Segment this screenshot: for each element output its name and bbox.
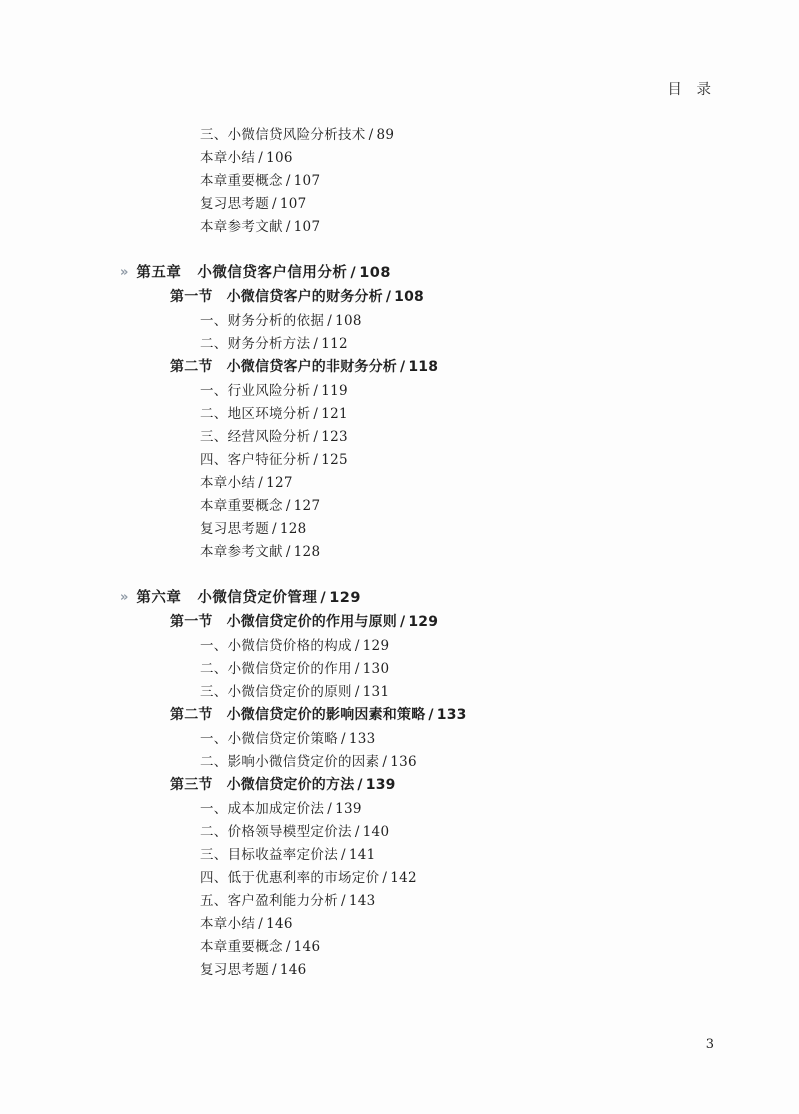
toc-entry-item[interactable]	[120, 425, 720, 445]
toc-section-number: 第三节	[170, 777, 213, 793]
toc-section-number: 第一节	[170, 614, 213, 630]
toc-entry-label: 一、小微信贷价格的构成	[200, 638, 352, 654]
toc-separator: /	[354, 684, 360, 700]
toc-entry-item[interactable]	[120, 727, 720, 747]
toc-entry-page: 108	[335, 313, 362, 329]
toc-entry-item[interactable]	[120, 889, 720, 909]
toc-section-number: 第二节	[170, 707, 213, 723]
toc-entry-page: 125	[321, 452, 348, 468]
toc-entry-label: 本章重要概念	[200, 173, 283, 189]
toc-entry-page: 121	[321, 406, 348, 422]
toc-entry-page: 119	[321, 383, 348, 399]
toc-entry-section[interactable]	[120, 286, 720, 306]
toc-entry-page: 131	[362, 684, 390, 700]
toc-entry-item[interactable]	[120, 750, 720, 770]
toc-section-number: 第一节	[170, 289, 213, 305]
toc-entry-label: 本章重要概念	[200, 498, 283, 514]
toc-entry-page: 128	[293, 544, 321, 560]
toc-entry-label: 本章参考文献	[200, 544, 283, 560]
toc-section-number: 第二节	[170, 359, 213, 375]
toc-chapter-number: 第六章	[136, 590, 182, 606]
toc-entry-label: 二、小微信贷定价的作用	[200, 661, 352, 677]
toc-entry-section[interactable]	[120, 704, 720, 724]
toc-separator: /	[341, 847, 346, 863]
toc-entry-label: 三、小微信贷定价的原则	[200, 684, 352, 700]
toc-separator: /	[354, 661, 360, 677]
toc-separator: /	[258, 916, 264, 932]
toc-entry-label: 本章重要概念	[200, 939, 283, 955]
toc-separator: /	[272, 196, 277, 212]
toc-entry-tail[interactable]	[120, 935, 720, 955]
toc-entry-section[interactable]	[120, 774, 720, 794]
toc-entry-label: 二、地区环境分析	[200, 406, 311, 422]
toc-entry-label: 复习思考题	[200, 962, 269, 978]
toc-separator: /	[400, 359, 406, 375]
toc-entry-page: 123	[321, 429, 348, 445]
toc-separator: /	[428, 707, 434, 723]
toc-entry-section[interactable]	[120, 356, 720, 376]
toc-entry-label: 二、影响小微信贷定价的因素	[200, 754, 380, 770]
toc-entry-label: 复习思考题	[200, 521, 269, 537]
toc-entry-item[interactable]	[120, 309, 720, 329]
toc-entry-item[interactable]	[120, 379, 720, 399]
toc-separator: /	[320, 590, 327, 606]
toc-entry-label: 小微信贷客户的非财务分析	[226, 359, 398, 375]
toc-entry-tail[interactable]	[120, 494, 720, 514]
toc-separator: /	[368, 127, 374, 143]
toc-separator: /	[285, 219, 291, 235]
toc-entry-page: 108	[359, 265, 391, 281]
toc-separator: /	[357, 777, 363, 793]
page-header: 目 录	[667, 82, 716, 98]
toc-separator: /	[258, 475, 264, 491]
toc-entry-label: 一、行业风险分析	[200, 383, 311, 399]
toc-entry-page: 139	[335, 801, 362, 817]
toc-entry-page: 127	[293, 498, 321, 514]
toc-entry-label: 三、经营风险分析	[200, 429, 311, 445]
toc-entry-label: 二、价格领导模型定价法	[200, 824, 352, 840]
toc-entry-page: 140	[362, 824, 390, 840]
toc-entry-page: 118	[408, 359, 439, 375]
toc-separator: /	[385, 289, 392, 305]
toc-separator: /	[258, 150, 264, 166]
toc-entry-page: 107	[293, 219, 321, 235]
toc-entry-page: 133	[348, 731, 376, 747]
toc-entry-label: 复习思考题	[200, 196, 269, 212]
toc-separator: /	[272, 521, 277, 537]
toc-entry-page: 129	[329, 590, 361, 606]
toc-entry-item[interactable]	[120, 843, 720, 863]
toc-entry-page: 128	[279, 521, 307, 537]
toc-entry-label: 五、客户盈利能力分析	[200, 893, 338, 909]
toc-entry-label: 本章小结	[200, 475, 256, 491]
toc-separator: /	[313, 429, 319, 445]
toc-entry-tail[interactable]	[120, 517, 720, 537]
toc-entry-page: 146	[279, 962, 307, 978]
toc-entry-label: 本章参考文献	[200, 219, 283, 235]
toc-entry-item[interactable]	[120, 797, 720, 817]
toc-separator: /	[354, 824, 360, 840]
toc-entry-label: 一、小微信贷定价策略	[200, 731, 338, 747]
toc-entry-item[interactable]	[120, 866, 720, 886]
toc-separator: /	[313, 383, 319, 399]
toc-entry-label: 一、成本加成定价法	[200, 801, 325, 817]
toc-separator: /	[313, 406, 319, 422]
toc-entry-page: 108	[394, 289, 424, 305]
toc-entry-page: 136	[390, 754, 417, 770]
toc-separator: /	[341, 893, 346, 909]
chevron-right-icon: »	[120, 265, 128, 280]
toc-entry-tail[interactable]	[120, 146, 720, 166]
toc-entry-label: 三、目标收益率定价法	[200, 847, 338, 863]
toc-separator: /	[382, 754, 388, 770]
toc-separator: /	[313, 336, 319, 352]
toc-entry-section[interactable]	[120, 611, 720, 631]
toc-entry-page: 146	[293, 939, 321, 955]
toc-entry-label: 小微信贷定价管理	[197, 590, 318, 606]
toc-entry-tail[interactable]	[120, 912, 720, 932]
toc-separator: /	[354, 638, 360, 654]
toc-separator: /	[327, 801, 333, 817]
toc-entry-tail[interactable]	[120, 215, 720, 235]
toc-entry-label: 小微信贷定价的方法	[226, 777, 355, 793]
toc-entry-page: 107	[293, 173, 321, 189]
toc-separator: /	[400, 614, 406, 630]
toc-entry-chapter[interactable]	[120, 261, 720, 282]
toc-entry-tail[interactable]	[120, 169, 720, 189]
toc-entry-label: 小微信贷定价的作用与原则	[226, 614, 398, 630]
toc-entry-item[interactable]	[120, 680, 720, 700]
toc-entry-tail[interactable]	[120, 192, 720, 212]
toc-entry-page: 112	[321, 336, 348, 352]
toc-entry-page: 146	[266, 916, 293, 932]
toc-entry-item[interactable]	[120, 657, 720, 677]
toc-entry-page: 143	[348, 893, 376, 909]
toc-entry-page: 127	[266, 475, 293, 491]
toc-separator: /	[382, 870, 388, 886]
toc-entry-page: 129	[362, 638, 390, 654]
toc-separator: /	[313, 452, 319, 468]
toc-entry-page: 89	[376, 127, 395, 143]
toc-entry-item[interactable]	[120, 820, 720, 840]
toc-entry-label: 一、财务分析的依据	[200, 313, 325, 329]
toc-separator: /	[285, 939, 291, 955]
toc-entry-label: 四、低于优惠利率的市场定价	[200, 870, 380, 886]
toc-entry-label: 三、小微信贷风险分析技术	[200, 127, 366, 143]
toc-entry-item[interactable]	[120, 123, 720, 143]
toc-entry-page: 107	[279, 196, 307, 212]
toc-entry-label: 二、财务分析方法	[200, 336, 311, 352]
toc-entry-page: 142	[390, 870, 417, 886]
toc-entry-page: 106	[266, 150, 293, 166]
toc-entry-item[interactable]	[120, 402, 720, 422]
page-number: 3	[705, 1037, 714, 1052]
toc-entry-page: 130	[362, 661, 390, 677]
toc-entry-label: 本章小结	[200, 916, 256, 932]
toc-entry-label: 小微信贷客户信用分析	[197, 265, 348, 281]
toc-entry-tail[interactable]	[120, 471, 720, 491]
toc-entry-label: 四、客户特征分析	[200, 452, 311, 468]
toc-entry-page: 139	[365, 777, 396, 793]
toc-separator: /	[272, 962, 277, 978]
toc-separator: /	[285, 173, 291, 189]
toc-entry-label: 小微信贷客户的财务分析	[226, 289, 383, 305]
toc-separator: /	[327, 313, 333, 329]
toc-entry-tail[interactable]	[120, 958, 720, 978]
toc-entry-page: 129	[408, 614, 439, 630]
toc-separator: /	[285, 544, 291, 560]
table-of-contents	[120, 120, 720, 981]
toc-entry-item[interactable]	[120, 634, 720, 654]
toc-entry-tail[interactable]	[120, 540, 720, 560]
toc-entry-page: 133	[436, 707, 467, 723]
toc-separator: /	[341, 731, 346, 747]
toc-chapter-number: 第五章	[136, 265, 182, 281]
toc-separator: /	[350, 265, 357, 281]
toc-entry-label: 本章小结	[200, 150, 256, 166]
toc-entry-label: 小微信贷定价的影响因素和策略	[226, 707, 426, 723]
toc-entry-page: 141	[348, 847, 376, 863]
toc-entry-item[interactable]	[120, 448, 720, 468]
toc-entry-item[interactable]	[120, 332, 720, 352]
chevron-right-icon: »	[120, 590, 128, 605]
toc-entry-chapter[interactable]	[120, 586, 720, 607]
toc-separator: /	[285, 498, 291, 514]
